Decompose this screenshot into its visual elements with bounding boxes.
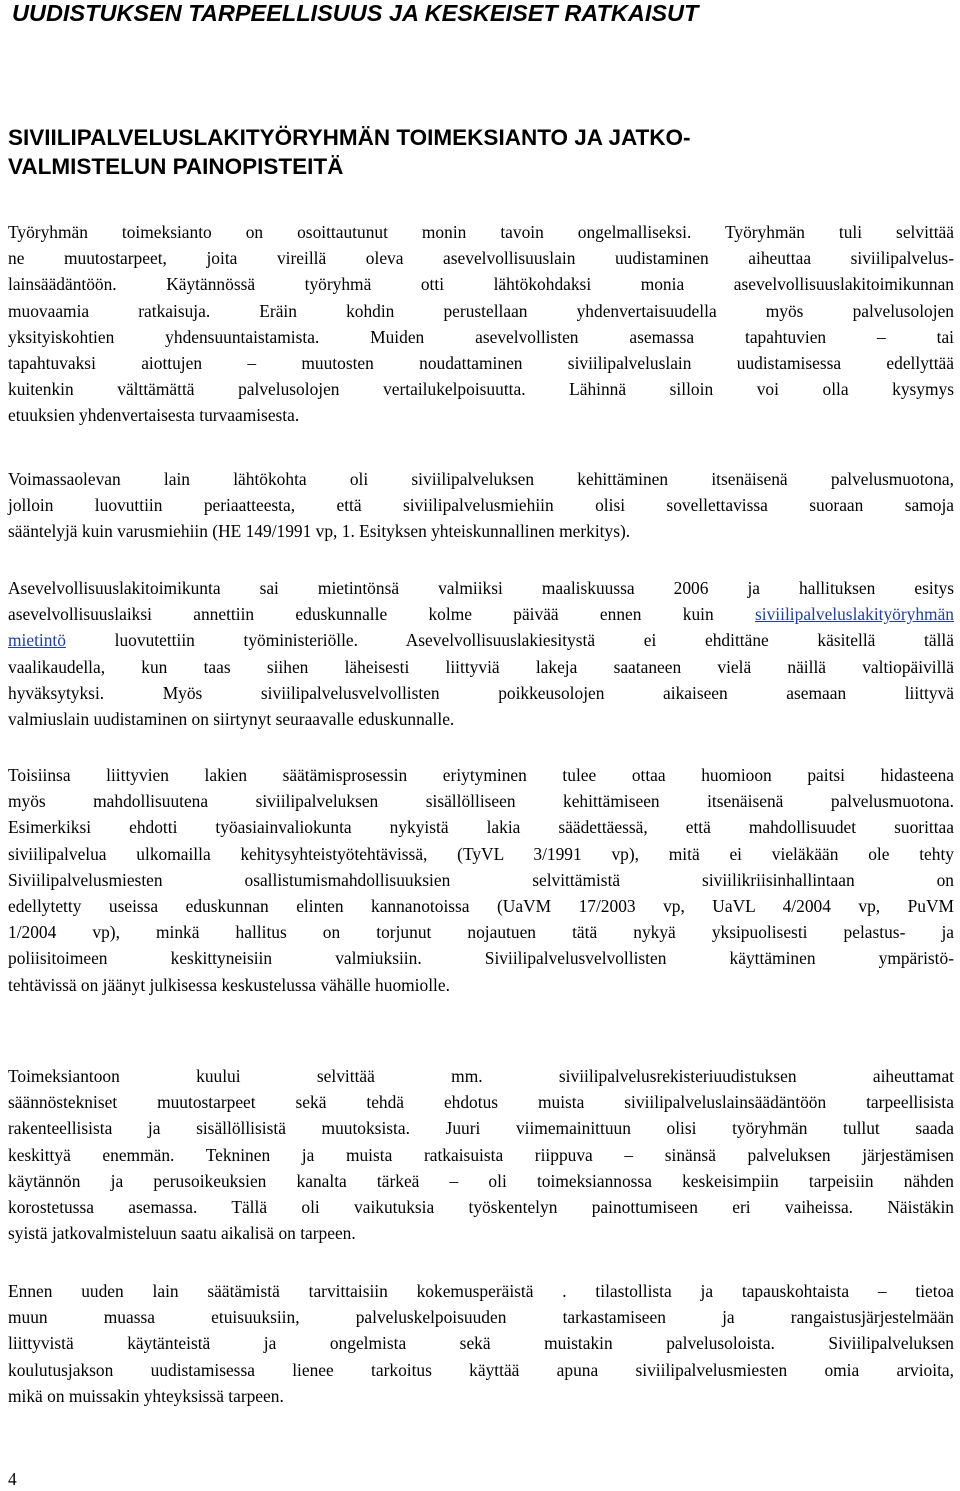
- section-title-line: SIVIILIPALVELUSLAKITYÖRYHMÄN TOIMEKSIANTO JA JATKO-: [8, 125, 691, 150]
- text-line: poliisitoimeen keskittyneisiin valmiuksiin. Siviilipalvelusvelvollisten käyttäminen ympäristö-: [8, 948, 954, 969]
- text-line: Toimeksiantoon kuului selvittää mm. siviilipalvelusrekisteriuudistuksen aiheuttamat: [8, 1066, 954, 1086]
- text-line: Esimerkiksi ehdotti työasiainvaliokunta nykyistä lakia säädettäessä, että mahdollisuudet suorittaa: [8, 817, 954, 838]
- text-line: kuitenkin välttämättä palvelusolojen vertailukelpoisuutta. Lähinnä silloin voi olla kysymys: [8, 379, 954, 400]
- text-line: Voimassaolevan lain lähtökohta oli siviilipalveluksen kehittäminen itsenäisenä palvelusmuotona,: [8, 469, 954, 489]
- text-line: tapahtuvaksi aiottujen – muutosten noudattaminen siviilipalveluslain uudistamisessa edellyttää: [8, 352, 954, 373]
- text-line: Asevelvollisuuslakitoimikunta sai mietintönsä valmiiksi maaliskuussa 2006 ja hallituksen esitys: [8, 578, 954, 598]
- paragraph-1: [8, 219, 954, 429]
- text-line: edellytetty useissa eduskunnan elinten kannanotoissa (UaVM 17/2003 vp, UaVL 4/2004 vp, PuVM: [8, 895, 954, 916]
- text-line: [8, 627, 954, 653]
- paragraph-5: [8, 1063, 954, 1246]
- text-line: vaalikaudella, kun taas siihen läheisesti liittyviä lakeja saataneen vielä näillä valtiopäivillä: [8, 656, 954, 677]
- text-line: 1/2004 vp), minkä hallitus on torjunut nojautuen tätä nykyä yksipuolisesti pelastus- ja: [8, 922, 954, 943]
- text-line: liittyvistä käytänteistä ja ongelmista sekä muistakin palvelusoloista. Siviilipalveluksen: [8, 1333, 954, 1354]
- running-header: UUDISTUKSEN TARPEELLISUUS JA KESKEISET RATKAISUT: [12, 0, 699, 26]
- section-title-line: VALMISTELUN PAINOPISTEITÄ: [8, 154, 344, 179]
- text-line: hyväksytyksi. Myös siviilipalvelusvelvollisten poikkeusolojen aikaiseen asemaan liittyvä: [8, 682, 954, 703]
- text-line: valmiuslain uudistaminen on siirtynyt seuraavalle eduskunnalle.: [8, 708, 455, 729]
- text-line: sääntelyjä kuin varusmiehiin (HE 149/1991 vp, 1. Esityksen yhteiskunnallinen merkitys).: [8, 521, 631, 542]
- text-run: asevelvollisuuslaiksi annettiin eduskunnalle kolme päivää ennen kuin: [8, 604, 755, 625]
- text-line: Toisiinsa liittyvien lakien säätämisprosessin eriytyminen tulee ottaa huomioon paitsi hidasteena: [8, 765, 954, 785]
- text-line: keskittyä enemmän. Tekninen ja muista ratkaisuista riippuva – sinänsä palveluksen järjestämisen: [8, 1144, 954, 1165]
- text-line: Ennen uuden lain säätämistä tarvittaisiin kokemusperäistä . tilastollista ja tapauskohtaista – tietoa: [8, 1281, 954, 1301]
- text-line: korostetussa asemassa. Tällä oli vaikutuksia työskentelyn painottumiseen eri vaiheissa. Näistäkin: [8, 1196, 954, 1217]
- text-line: käytännön ja perusoikeuksien kanalta tärkeä – oli toimeksiannossa keskeisimpiin tarpeisiin nähden: [8, 1170, 954, 1191]
- text-run: luovutettiin työministeriölle. Asevelvollisuuslakiesitystä ei ehdittäne käsitellä tällä: [65, 630, 954, 651]
- paragraph-3: [8, 575, 954, 732]
- paragraph-2: [8, 466, 954, 545]
- text-line: [8, 601, 954, 627]
- text-line: rakenteellisista ja sisällöllisistä muutoksista. Juuri viimemainittuun olisi työryhmän tullut saada: [8, 1118, 954, 1139]
- text-line: siviilipalvelua ulkomailla kehitysyhteistyötehtävissä, (TyVL 3/1991 vp), mitä ei vieläkään ole tehty: [8, 843, 954, 864]
- text-line: säännöstekniset muutostarpeet sekä tehdä ehdotus muista siviilipalveluslainsäädäntöön tarpeellisista: [8, 1092, 954, 1113]
- text-line: mikä on muissakin yhteyksissä tarpeen.: [8, 1385, 284, 1406]
- text-line: yksityiskohtien yhdensuuntaistamista. Muiden asevelvollisten asemassa tapahtuvien – tai: [8, 326, 954, 347]
- text-line: jolloin luovuttiin periaatteesta, että siviilipalvelusmiehiin olisi sovellettavissa suoraan samoja: [8, 495, 954, 516]
- working-group-report-link[interactable]: siviilipalveluslakityöryhmän: [755, 604, 954, 625]
- section-title: [8, 123, 948, 181]
- text-line: Työryhmän toimeksianto on osoittautunut monin tavoin ongelmalliseksi. Työryhmän tuli selvittää: [8, 222, 954, 242]
- text-line: muovaamia ratkaisuja. Eräin kohdin perustellaan yhdenvertaisuudella myös palvelusolojen: [8, 300, 954, 321]
- text-line: etuuksien yhdenvertaisesta turvaamisesta.: [8, 405, 300, 426]
- paragraph-6: [8, 1278, 954, 1409]
- text-line: tehtävissä on jäänyt julkisessa keskustelussa vähälle huomiolle.: [8, 974, 450, 995]
- text-line: lainsäädäntöön. Käytännössä työryhmä otti lähtökohdaksi monia asevelvollisuuslakitoimikunnan: [8, 274, 954, 295]
- page-number: 4: [8, 1469, 17, 1489]
- paragraph-4: [8, 762, 954, 998]
- text-line: Siviilipalvelusmiesten osallistumismahdollisuuksien selvittämistä siviilikriisinhallintaan on: [8, 869, 954, 890]
- working-group-report-link-cont[interactable]: mietintö: [8, 630, 66, 651]
- text-line: muun muassa etuisuuksiin, palveluskelpoisuuden tarkastamiseen ja rangaistusjärjestelmään: [8, 1307, 954, 1328]
- text-line: myös mahdollisuutena siviilipalveluksen sisällölliseen kehittämiseen itsenäisenä palvelusmuotona.: [8, 791, 954, 812]
- text-line: ne muutostarpeet, joita vireillä oleva asevelvollisuuslain uudistaminen aiheuttaa siviilipalvelus-: [8, 248, 954, 269]
- text-line: syistä jatkovalmisteluun saatu aikalisä on tarpeen.: [8, 1223, 356, 1244]
- text-line: koulutusjakson uudistamisessa lienee tarkoitus käyttää apuna siviilipalvelusmiesten omia arvioita,: [8, 1359, 954, 1380]
